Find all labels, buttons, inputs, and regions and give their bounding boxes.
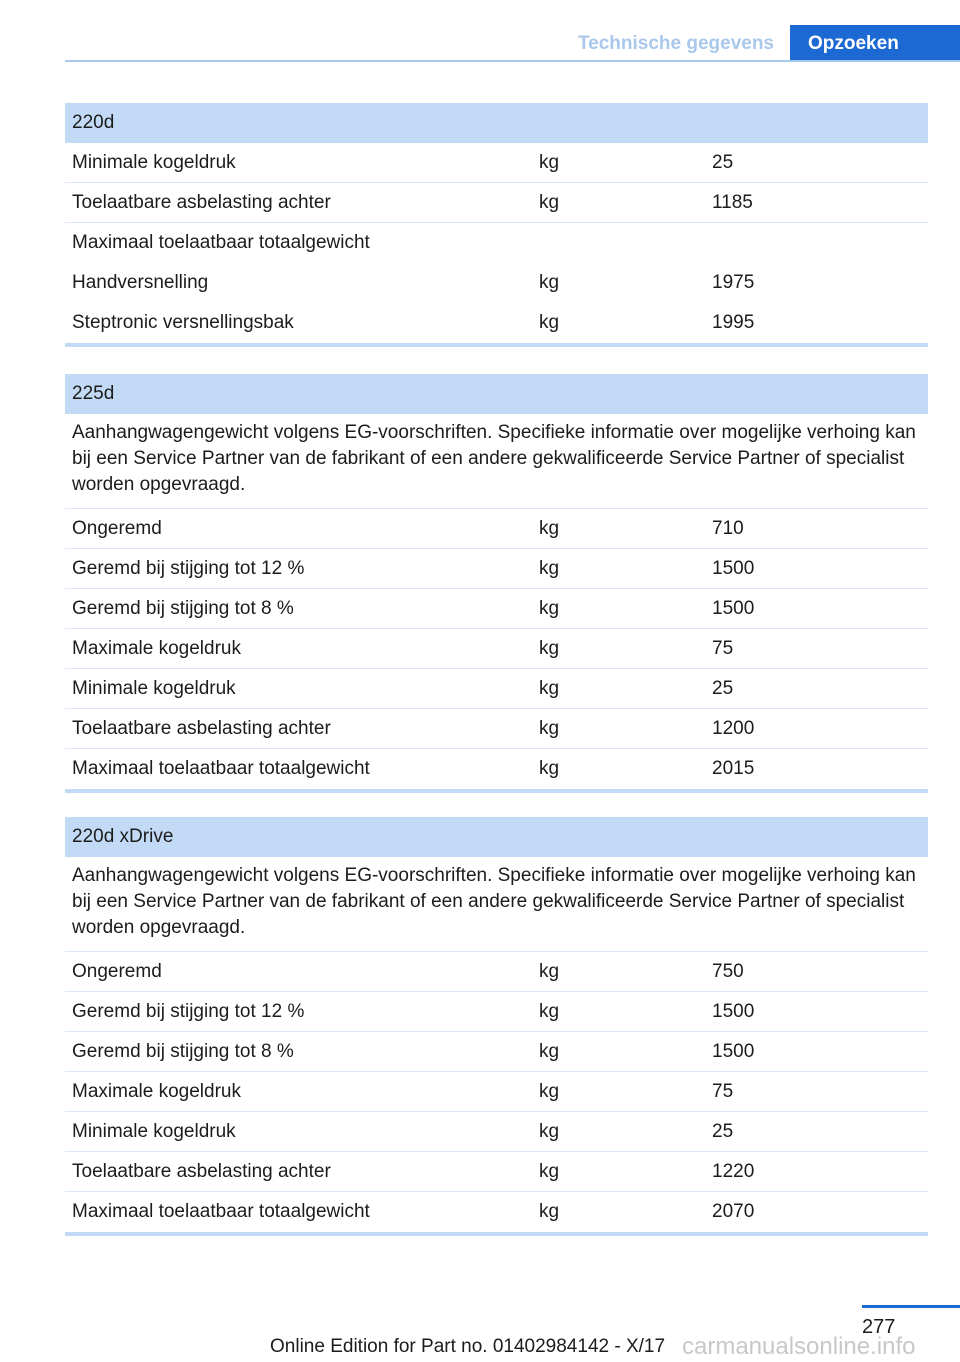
row-label: Geremd bij stijging tot 12 %	[72, 1000, 305, 1022]
row-value: 1975	[712, 272, 755, 293]
table-row	[65, 992, 928, 1032]
table-note: Aanhangwagengewicht volgens EG-voorschriften. Specifieke informatie over mogelijke verhoing kan bij een Service Partner van de fabrikant of een andere gekwalificeerde Service Partner of specialist worden opgevraagd.	[65, 857, 928, 952]
table-row	[65, 1112, 928, 1152]
row-unit: kg	[539, 1080, 560, 1102]
row-label: Minimale kogeldruk	[72, 151, 236, 173]
row-label: Minimale kogeldruk	[72, 677, 236, 699]
row-label: Maximale kogeldruk	[72, 1080, 241, 1102]
row-label: Maximaal toelaatbaar totaalgewicht	[72, 232, 370, 253]
table-row	[65, 1072, 928, 1112]
table-row	[65, 952, 928, 992]
row-value: 1500	[712, 1040, 755, 1062]
row-value: 25	[712, 1120, 734, 1142]
table-row	[65, 509, 928, 549]
row-value: 1500	[712, 1000, 755, 1022]
row-label: Maximaal toelaatbaar totaalgewicht	[72, 1201, 370, 1222]
row-value: 1500	[712, 557, 755, 579]
section-tab[interactable]: Technische gegevens	[577, 32, 774, 54]
row-label: Minimale kogeldruk	[72, 1120, 236, 1142]
row-value: 25	[712, 151, 734, 173]
table-row	[65, 1152, 928, 1192]
row-value: 75	[712, 1080, 734, 1102]
row-label: Maximale kogeldruk	[72, 637, 241, 659]
table-title: 225d	[65, 374, 928, 414]
row-unit: kg	[539, 1201, 560, 1222]
header-rule	[65, 60, 960, 62]
row-label: Ongeremd	[72, 960, 162, 982]
table-row	[65, 1032, 928, 1072]
row-unit: kg	[539, 597, 560, 619]
table-row	[65, 549, 928, 589]
row-label: Geremd bij stijging tot 12 %	[72, 557, 305, 579]
table-row	[65, 629, 928, 669]
row-unit: kg	[539, 191, 560, 213]
row-value: 75	[712, 637, 734, 659]
row-label: Geremd bij stijging tot 8 %	[72, 597, 294, 619]
table-note: Aanhangwagengewicht volgens EG-voorschriften. Specifieke informatie over mogelijke verhoing kan bij een Service Partner van de fabrikant of een andere gekwalificeerde Service Partner of specialist worden opgevraagd.	[65, 414, 928, 509]
row-value: 1185	[712, 191, 753, 213]
row-label: Geremd bij stijging tot 8 %	[72, 1040, 294, 1062]
header-tabs	[562, 25, 960, 62]
table-row	[65, 143, 928, 183]
row-label: Ongeremd	[72, 517, 162, 539]
row-value: 2015	[712, 758, 755, 779]
edition-text: Online Edition for Part no. 01402984142 - X/17	[270, 1336, 666, 1357]
table-row	[65, 589, 928, 629]
table-title: 220d xDrive	[65, 817, 928, 857]
row-value: 710	[712, 517, 744, 539]
row-value: 750	[712, 960, 744, 982]
row-unit: kg	[539, 1040, 560, 1062]
table-end-rule	[65, 789, 928, 793]
row-label: Toelaatbare asbelasting achter	[72, 191, 331, 213]
row-unit: kg	[539, 758, 560, 779]
spec-table-220d-xdrive	[65, 817, 928, 1236]
row-unit: kg	[539, 717, 560, 739]
footer-rule	[862, 1305, 960, 1308]
row-label: Toelaatbare asbelasting achter	[72, 1160, 331, 1182]
spec-table-220d	[65, 103, 928, 347]
row-unit: kg	[539, 1120, 560, 1142]
row-value: 25	[712, 677, 734, 699]
row-unit: kg	[539, 151, 560, 173]
table-row	[65, 183, 928, 223]
chapter-tab[interactable]: Opzoeken	[790, 25, 960, 62]
row-unit: kg	[539, 677, 560, 699]
spec-table-225d	[65, 374, 928, 793]
row-label: Toelaatbare asbelasting achter	[72, 717, 331, 739]
row-value: 2070	[712, 1201, 755, 1222]
row-unit: kg	[539, 960, 560, 982]
row-unit: kg	[539, 637, 560, 659]
table-row	[65, 1192, 928, 1232]
row-value: 1200	[712, 717, 755, 739]
row-unit: kg	[539, 1000, 560, 1022]
table-end-rule	[65, 1232, 928, 1236]
page-number: 277	[862, 1316, 896, 1338]
row-unit: kg	[539, 517, 560, 539]
row-unit: kg	[539, 557, 560, 579]
table-row	[65, 223, 928, 263]
table-row	[65, 709, 928, 749]
table-end-rule	[65, 343, 928, 347]
row-label: Handversnelling	[72, 272, 209, 293]
row-value: 1220	[712, 1160, 755, 1182]
table-row	[65, 669, 928, 709]
row-label: Maximaal toelaatbaar totaalgewicht	[72, 758, 370, 779]
table-row	[65, 303, 928, 343]
table-row	[65, 749, 928, 789]
row-label: Steptronic versnellingsbak	[72, 312, 294, 333]
watermark: carmanualsonline.info	[682, 1333, 916, 1360]
row-value: 1500	[712, 597, 755, 619]
row-unit: kg	[539, 272, 560, 293]
table-row	[65, 263, 928, 303]
row-unit: kg	[539, 1160, 560, 1182]
row-unit: kg	[539, 312, 560, 333]
row-value: 1995	[712, 312, 755, 333]
table-title: 220d	[65, 103, 928, 143]
